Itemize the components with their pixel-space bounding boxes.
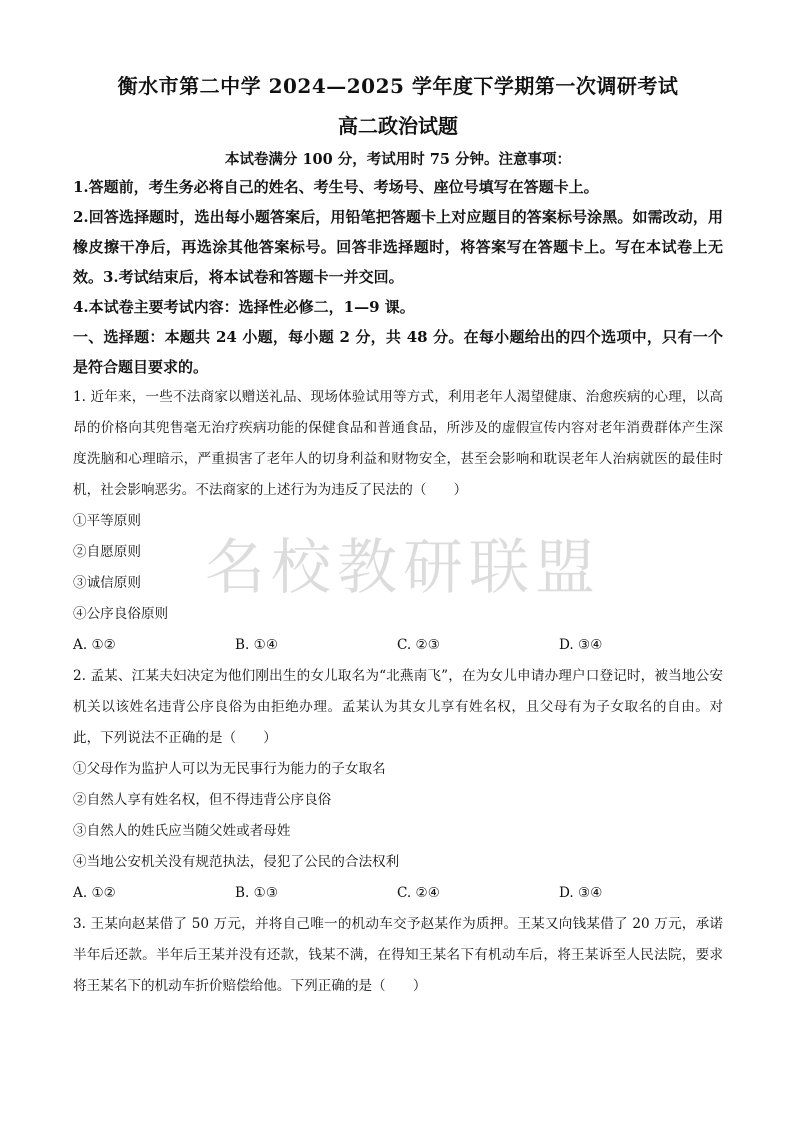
note-item: 4.本试卷主要考试内容：选择性必修二，1—9 课。 [73, 298, 415, 316]
question-option: ②自愿原则 [73, 544, 141, 560]
note-item: 1.答题前，考生务必将自己的姓名、考生号、考场号、座位号填写在答题卡上。 [73, 178, 599, 196]
watermark: 名校教研联盟 [205, 533, 601, 603]
question-stem: 3. 王某向赵某借了 50 万元，并将自己唯一的机动车交予赵某作为质押。王某又向钱某借了 20 万元，承诺半年后还款。半年后王某并没有还款，钱某不满，在得知王某名下有机动车后，将王某诉至人民法院，要求将王某名下的机动车折价赔偿给他。下列正确的是（ ） [73, 916, 723, 994]
question-option: ①父母作为监护人可以为无民事行为能力的子女取名 [73, 761, 386, 777]
choice-b: B. ①③ [235, 885, 279, 901]
exam-title: 衡水市第二中学 2024—2025 学年度下学期第一次调研考试 [117, 74, 679, 98]
question-option: ①平等原则 [73, 513, 141, 529]
question-3 [73, 909, 723, 1002]
question-2 [73, 661, 723, 909]
section-title: 一、选择题：本题共 24 小题，每小题 2 分，共 48 分。在每小题给出的四个选项中，只有一个是符合题目要求的。 [73, 328, 723, 376]
notes-heading: 本试卷满分 100 分，考试用时 75 分钟。注意事项： [224, 151, 572, 168]
answer-choices [73, 878, 723, 909]
question-option: ②自然人享有姓名权，但不得违背公序良俗 [73, 792, 332, 808]
choice-a: A. ①② [73, 885, 116, 901]
choice-d: D. ③④ [559, 885, 603, 901]
exam-subtitle: 高二政治试题 [338, 114, 458, 138]
choice-c: C. ②③ [397, 637, 440, 653]
question-option: ④公序良俗原则 [73, 606, 169, 622]
question-option: ④当地公安机关没有规范执法，侵犯了公民的合法权利 [73, 854, 400, 870]
answer-choices [73, 630, 723, 661]
choice-d: D. ③④ [559, 637, 603, 653]
choice-a: A. ①② [73, 637, 116, 653]
note-item: 2.回答选择题时，选出每小题答案后，用铅笔把答题卡上对应题目的答案标号涂黑。如需改动，用橡皮擦干净后，再选涂其他答案标号。回答非选择题时，将答案写在答题卡上。写在本试卷上无效。3.考试结束后，将本试卷和答题卡一并交回。 [73, 208, 723, 286]
choice-b: B. ①④ [235, 637, 279, 653]
question-option: ③诚信原则 [73, 575, 141, 591]
question-stem: 1. 近年来，一些不法商家以赠送礼品、现场体验试用等方式，利用老年人渴望健康、治愈疾病的心理，以高昂的价格向其兜售毫无治疗疾病功能的保健食品和普通食品，所涉及的虚假宣传内容对老年消费群体产生深度洗脑和心理暗示，严重损害了老年人的切身利益和财物安全，甚至会影响和耽误老年人治病就医的最佳时机，社会影响恶劣。不法商家的上述行为为违反了民法的（ ） [73, 389, 723, 498]
question-stem: 2. 孟某、江某夫妇决定为他们刚出生的女儿取名为“北燕南飞”，在为女儿申请办理户口登记时，被当地公安机关以该姓名违背公序良俗为由拒绝办理。孟某认为其女儿享有姓名权，且父母有为子女取名的自由。对此，下列说法不正确的是（ ） [73, 668, 723, 746]
choice-c: C. ②④ [397, 885, 440, 901]
question-option: ③自然人的姓氏应当随父姓或者母姓 [73, 823, 291, 839]
exam-page [73, 70, 723, 1002]
question-1 [73, 382, 723, 661]
